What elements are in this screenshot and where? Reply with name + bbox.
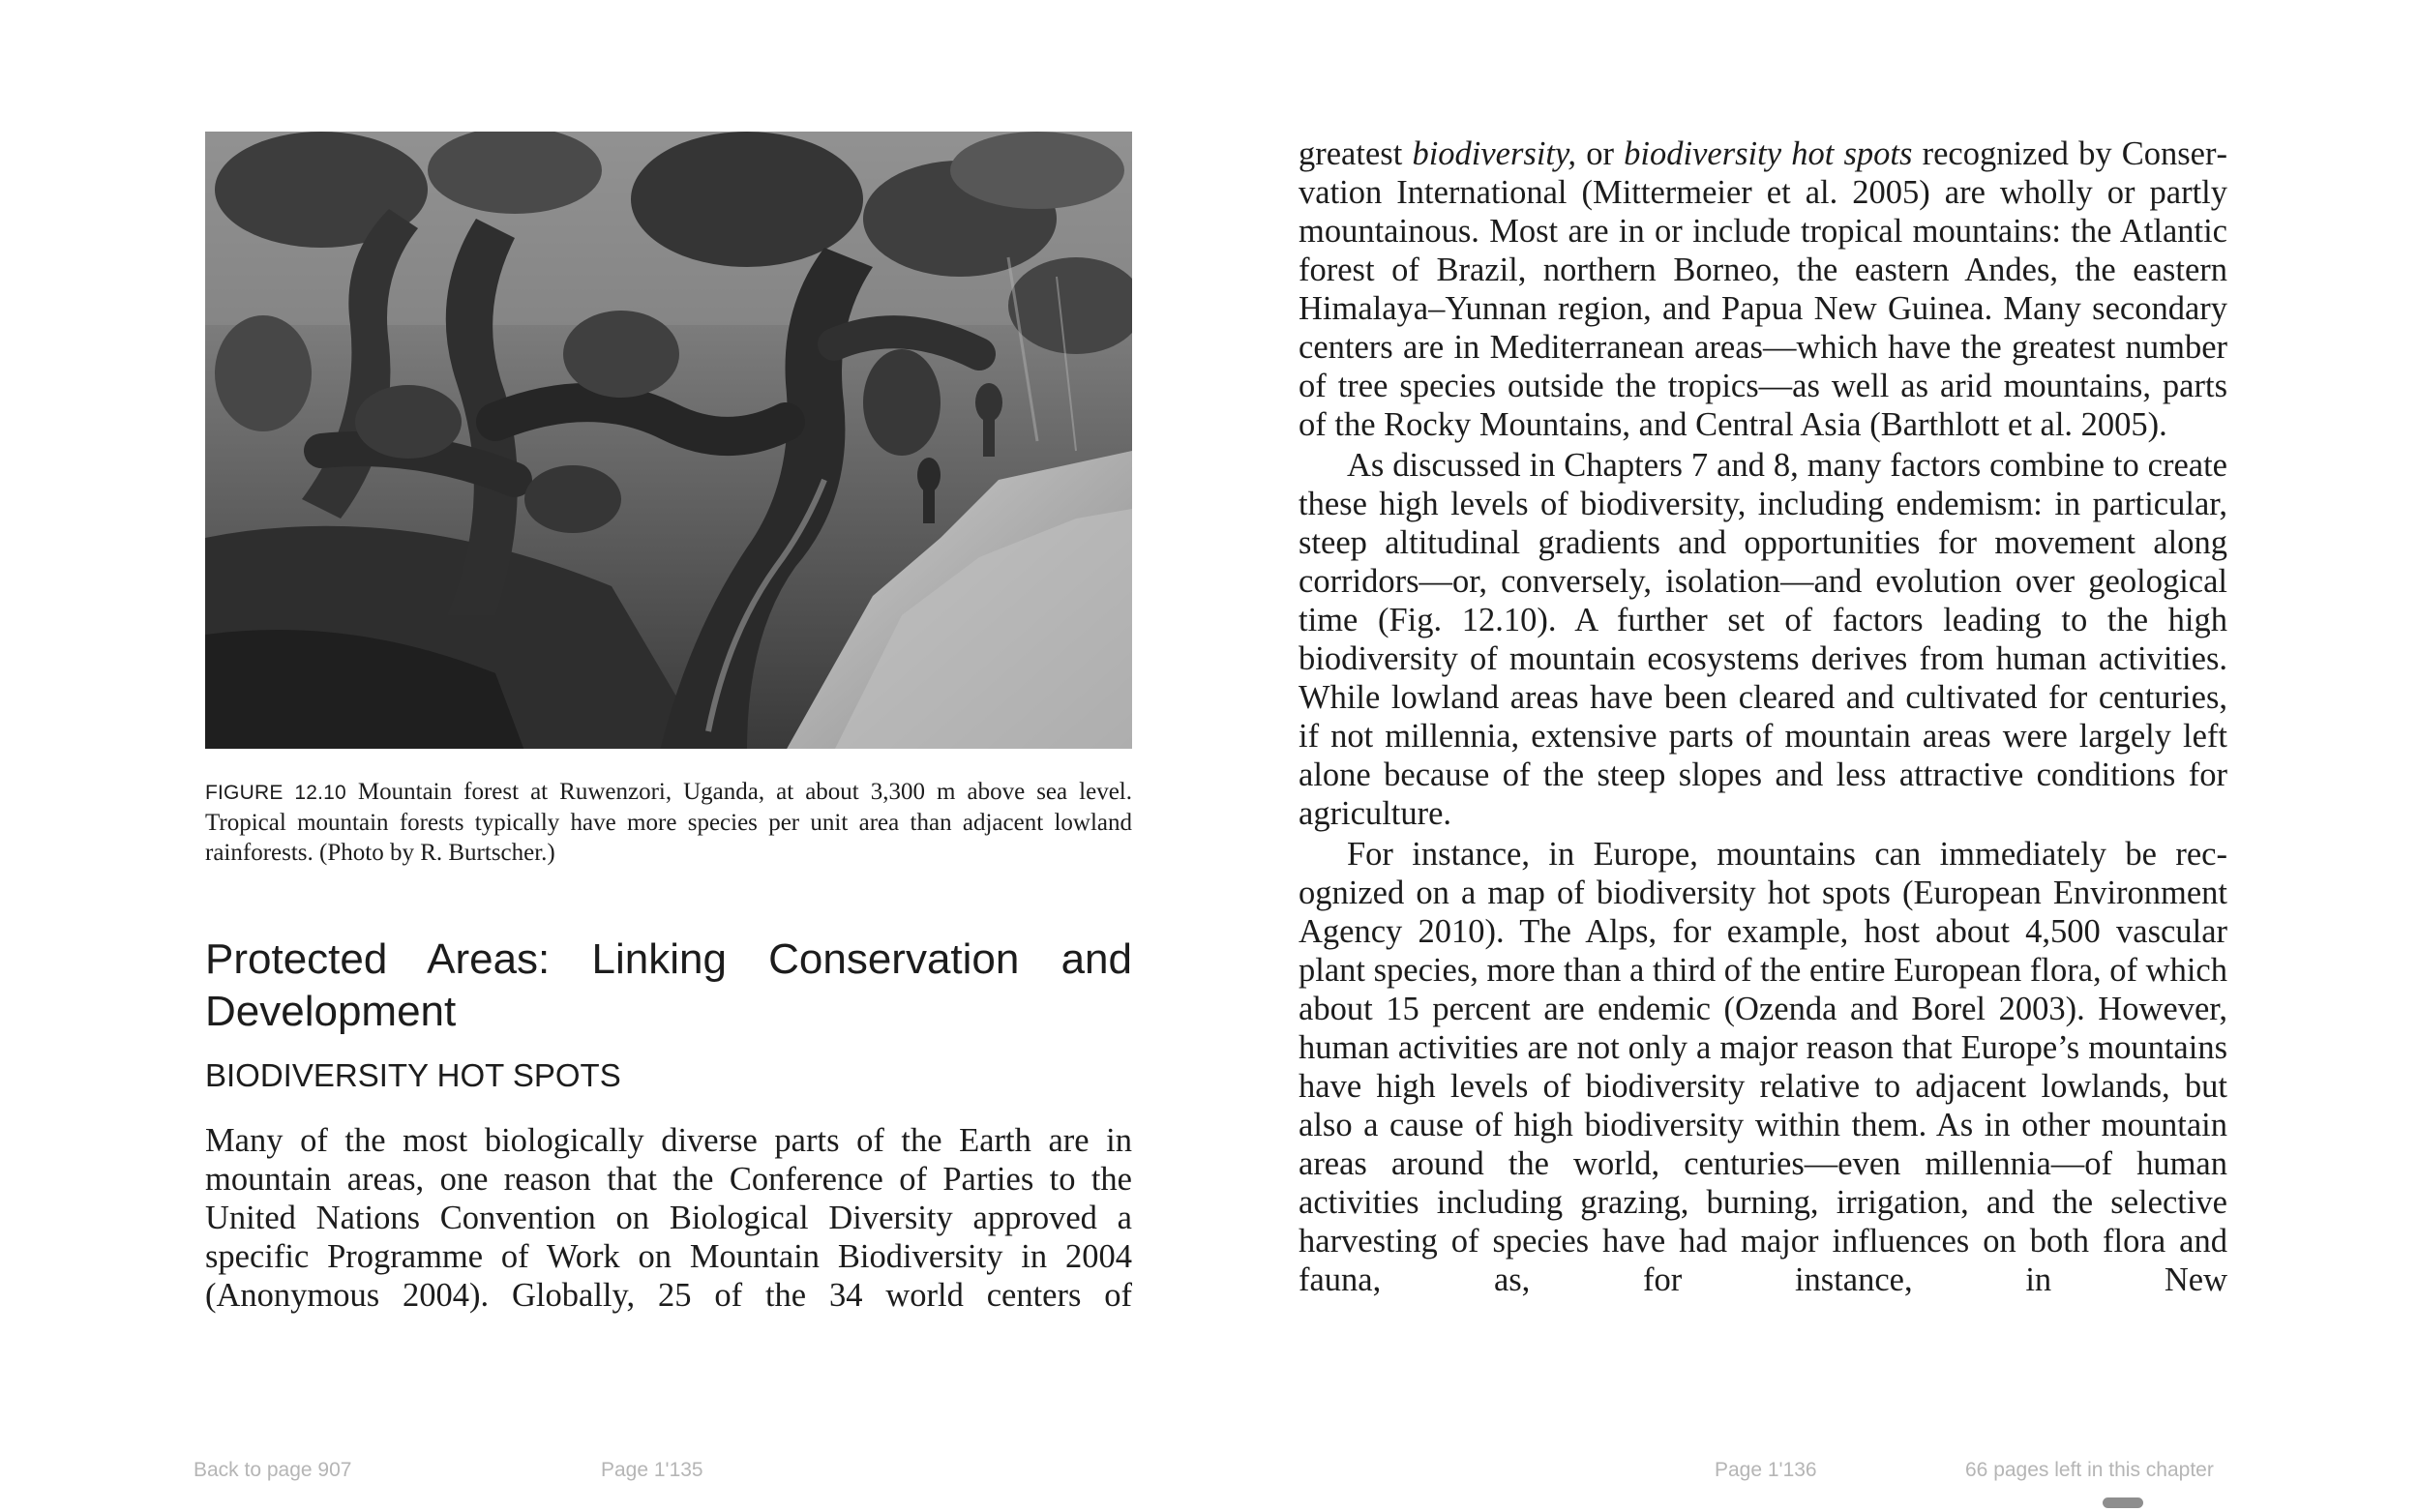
text-run: or <box>1576 135 1625 172</box>
body-paragraph: Many of the most biologically diverse parts of the Earth are in mountain areas, one reason that the Conference of Parties to the United Nations Convention on Biological Diversity approved a specific Programme of Work on Mountain Biodiversity in 2004 (Anonymous 2004). Globally, 25 of the 34 world centers of <box>205 1122 1132 1314</box>
italic-term: biodiversity hot spots <box>1624 135 1913 172</box>
body-paragraph: As discussed in Chapters 7 and 8, many factors combine to create these high levels of biodiversity, including endemism: in particular, steep altitudinal gradients and opportunities for movement along corridors—or, conversely, isolation—and evolution over geological time (Fig. 12.10). A further set of factors leading to the high biodiversity of mountain ecosystems derives from human activities. While lowland areas have been cleared and cultivated for centuries, if not millennia, extensive parts of mountain areas were largely left alone because of the steep slopes and less attractive conditions for agriculture. <box>1299 447 2227 832</box>
figure-photo <box>205 132 1132 749</box>
mountain-forest-photo <box>205 132 1132 749</box>
text-run: greatest <box>1299 135 1413 172</box>
left-page-number: Page 1'135 <box>601 1459 703 1481</box>
text-run: recognized by Conservation International (Mittermeier et al. 2005) are wholly or partly mountainous. Most are in or include tropical mountains: the Atlantic forest of Brazil, northern Borneo, the eastern Andes, the eastern Himalaya–Yunnan region, and Papua New Guinea. Many secondary centers are in Mediterranean areas—which have the greatest number of tree species outside the tropics—as well as arid mountains, parts of the Rocky Mountains, and Central Asia (Barthlott et al. 2005). <box>1299 135 2227 443</box>
italic-term: biodiversity, <box>1412 135 1577 172</box>
sub-heading: BIODIVERSITY HOT SPOTS <box>205 1057 621 1093</box>
figure-caption <box>205 777 1132 868</box>
chapter-pages-remaining: 66 pages left in this chapter <box>1965 1459 2214 1481</box>
back-to-page-link[interactable]: Back to page 907 <box>194 1459 352 1481</box>
body-paragraph <box>1299 134 2227 444</box>
page-scrubber-handle[interactable] <box>2103 1497 2143 1508</box>
figure-label: FIGURE 12.10 <box>205 782 346 804</box>
right-page-text <box>1299 134 2227 1299</box>
right-page-number: Page 1'136 <box>1715 1459 1817 1481</box>
body-paragraph: For instance, in Europe, mountains can immediately be recognized on a map of biodiversity hot spots (European Environment Agency 2010). The Alps, for example, host about 4,500 vascular plant species, more than a third of the entire European flora, of which about 15 percent are endemic (Ozenda and Borel 2003). However, human activities are not only a major reason that Europe’s mountains have high levels of biodiversity relative to adjacent lowlands, but also a cause of high biodiversity within them. As in other mountain areas around the world, centuries—even millennia—of human activities including grazing, burning, irrigation, and the selective harvesting of species have had major influences on both flora and fauna, as, for instance, in New <box>1299 836 2227 1298</box>
figure-caption-text: Mountain forest at Ruwenzori, Uganda, at about 3,300 m above sea level. Tropical mountain forests typically have more species per unit area than adjacent lowland rainforests. (Photo by R. Burtscher.) <box>205 779 1132 866</box>
section-heading: Protected Areas: Linking Conservation and Development <box>205 935 1132 1035</box>
